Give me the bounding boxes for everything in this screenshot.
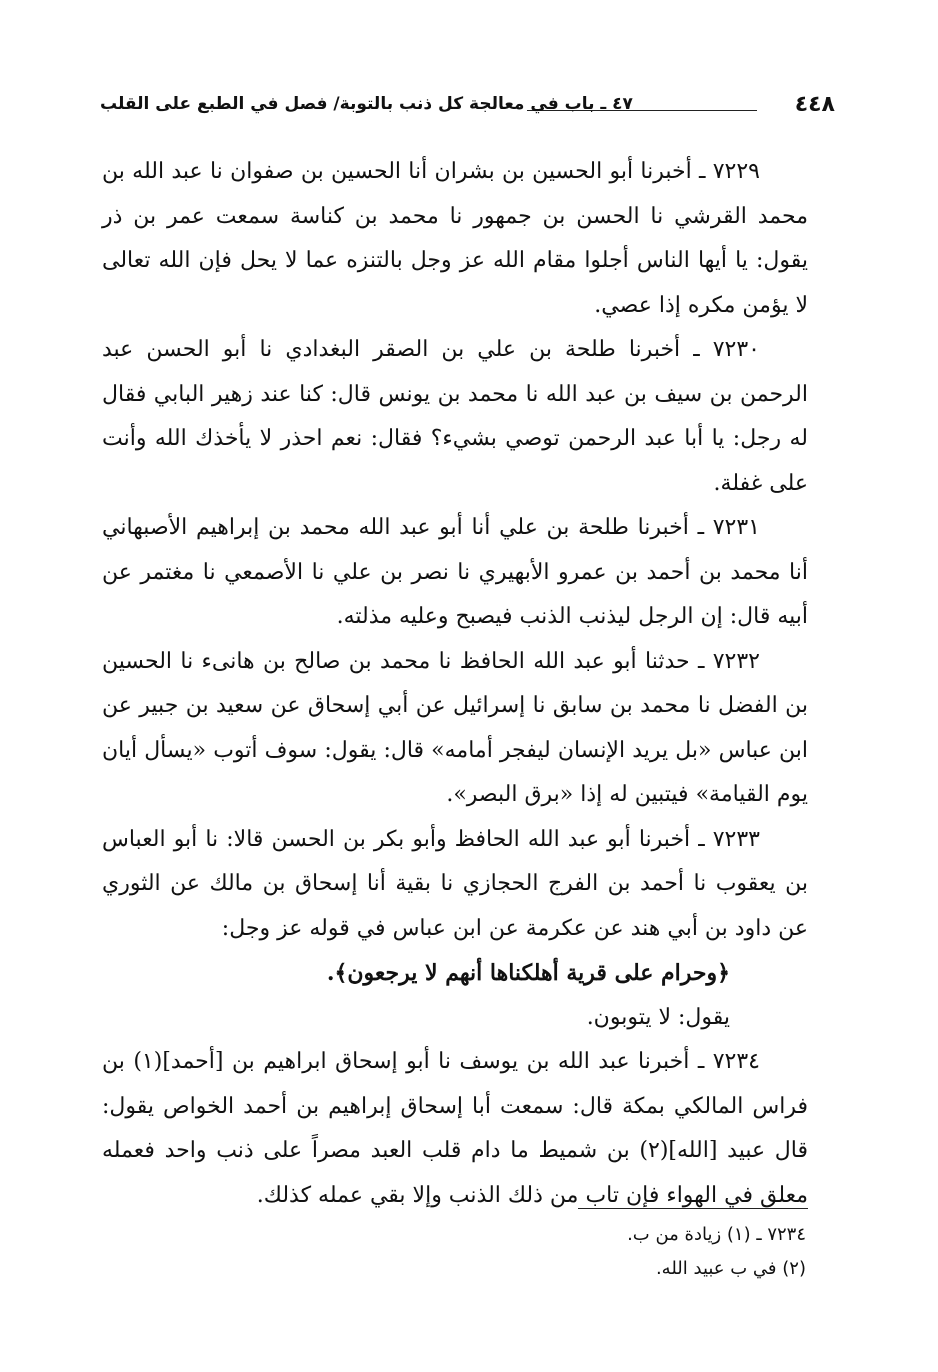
hadith-paragraph xyxy=(102,150,808,328)
footnote: ٧٢٣٤ ـ (١) زيادة من ب. xyxy=(627,1224,806,1245)
page-number: ٤٤٨ xyxy=(794,92,835,117)
page-header xyxy=(100,92,835,124)
paragraph-text: ٧٢٢٩ ـ أخبرنا أبو الحسين بن بشران أنا الحسين بن صفوان نا عبد الله بن محمد القرشي نا الحسن بن جمهور نا محمد بن كناسة سمعت عمر بن ذر يقول: يا أيها الناس أجلوا مقام الله عز وجل بالتنزه عما لا يحل فإن الله تعالى لا يؤمن مكره إذا عصي. xyxy=(102,159,808,318)
hadith-paragraph xyxy=(102,506,808,640)
quranic-verse: ﴿وحرام على قرية أهلكناها أنهم لا يرجعون﴾. xyxy=(326,960,730,986)
paragraph-text: ٧٢٣٤ ـ أخبرنا عبد الله بن يوسف نا أبو إسحاق ابراهيم بن [أحمد](١) بن فراس المالكي بمكة قال: سمعت أبا إسحاق إبراهيم بن أحمد الخواص يقول: قال عبيد [الله](٢) بن شميط ما دام قلب العبد مصراً على ذنب واحد فعمله معلق في الهواء فإن تاب من ذلك الذنب وإلا بقي عمله كذلك. xyxy=(102,1049,808,1208)
footnote-rule xyxy=(578,1208,808,1209)
hadith-paragraph xyxy=(102,640,808,818)
page-body xyxy=(102,150,808,1218)
paragraph-text: ٧٢٣٢ ـ حدثنا أبو عبد الله الحافظ نا محمد بن صالح بن هانىء نا الحسين بن الفضل نا محمد بن سابق نا إسرائيل عن أبي إسحاق عن سعيد بن جبير عن ابن عباس «بل يريد الإنسان ليفجر أمامه» قال: يقول: سوف أتوب «يسأل أيان يوم القيامة» فيتبين له إذا «برق البصر». xyxy=(102,648,808,807)
paragraph-text: ٧٢٣٣ ـ أخبرنا أبو عبد الله الحافظ وأبو بكر بن الحسن قالا: نا أبو العباس بن يعقوب نا أحمد بن الفرج الحجازي نا بقية أنا إسحاق بن مالك عن الثوري عن داود بن أبي هند عن عكرمة عن ابن عباس في قوله عز وجل: xyxy=(102,826,808,941)
paragraph-text: ٧٢٣١ ـ أخبرنا طلحة بن علي أنا أبو عبد الله محمد بن إبراهيم الأصبهاني أنا محمد بن أحمد بن عمرو الأبهيري نا نصر بن علي نا الأصمعي نا مغتمر عن أبيه قال: إن الرجل ليذنب الذنب فيصبح وعليه مذلته. xyxy=(102,515,809,629)
running-title: ٤٧ ـ باب في معالجة كل ذنب بالتوبة/ فصل في الطبع على القلب xyxy=(100,94,633,114)
hadith-paragraph xyxy=(102,328,808,506)
verse-commentary: يقول: لا يتوبون. xyxy=(586,1004,730,1030)
footnotes xyxy=(306,1218,806,1286)
hadith-paragraph xyxy=(102,818,808,952)
paragraph-text: ٧٢٣٠ ـ أخبرنا طلحة بن علي بن الصقر البغدادي نا أبو الحسن عبد الرحمن بن سيف بن عبد الله نا محمد بن يونس قال: كنا عند زهير البابي فقال له رجل: يا أبا عبد الرحمن توصي بشيء؟ فقال: نعم احذر لا يأخذك الله وأنت على غفلة. xyxy=(102,337,809,496)
footnote: (٢) في ب عبيد الله. xyxy=(655,1258,806,1279)
hadith-paragraph xyxy=(102,1040,808,1218)
